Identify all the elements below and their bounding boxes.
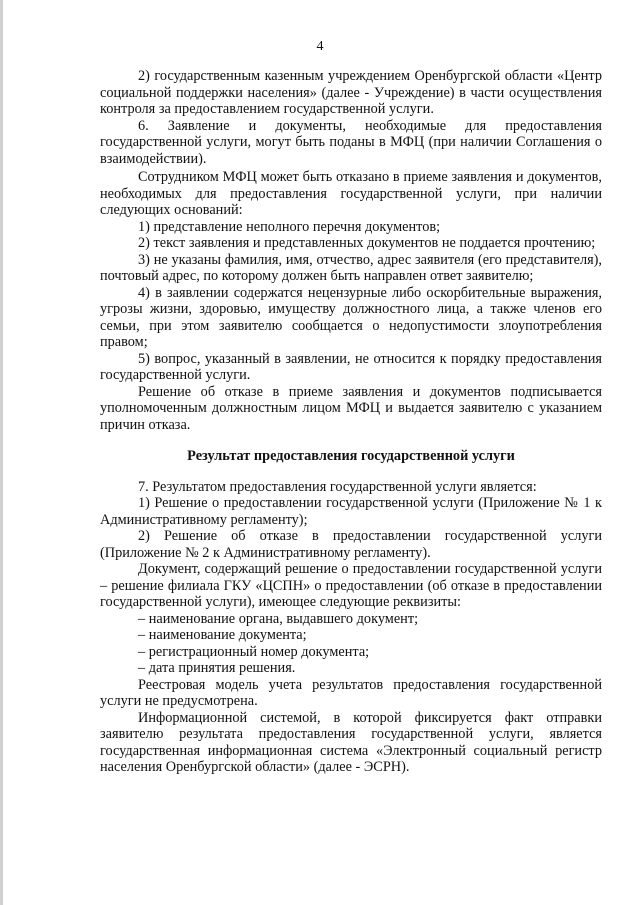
paragraph: Информационной системой, в которой фиксируется факт отправки заявителю результата предоставления государственной услуги, является государственная информационная система «Электронный социальный регистр населения Оренбургской области» (далее - ЭСРН).	[100, 709, 602, 775]
scan-edge	[0, 0, 3, 905]
list-item: 1) Решение о предоставлении государственной услуги (Приложение № 1 к Административному регламенту);	[100, 495, 602, 528]
section-heading: Результат предоставления государственной услуги	[187, 448, 515, 464]
paragraph: Документ, содержащий решение о предоставлении государственной услуги – решение филиала ГКУ «ЦСПН» о предоставлении (об отказе в предоставлении государственной услуги), имеющее следующие реквизиты:	[100, 561, 602, 610]
list-item: 2) Решение об отказе в предоставлении государственной услуги (Приложение № 2 к Административному регламенту).	[100, 528, 602, 561]
paragraph: 6. Заявление и документы, необходимые для предоставления государственной услуги, могут быть поданы в МФЦ (при наличии Соглашения о взаимодействии).	[100, 117, 602, 167]
list-item: 4) в заявлении содержатся нецензурные либо оскорбительные выражения, угрозы жизни, здоровью, имуществу должностного лица, а также членов его семьи, при этом заявителю сообщается о недопустимости злоупотребления правом;	[100, 284, 602, 350]
paragraph: Решение об отказе в приеме заявления и документов подписывается уполномоченным должностным лицом МФЦ и выдается заявителю с указанием причин отказа.	[100, 383, 602, 433]
list-item: 1) представление неполного перечня документов;	[138, 218, 441, 235]
list-item: – наименование документа;	[138, 627, 307, 643]
paragraph: Реестровая модель учета результатов предоставления государственной услуги не предусмотрена.	[100, 676, 602, 709]
document-body	[100, 68, 602, 776]
paragraph: 2) государственным казенным учреждением Оренбургской области «Центр социальной поддержки населения» (далее - Учреждение) в части осуществления контроля за предоставлением государственной услуги.	[100, 68, 602, 117]
list-item: – дата принятия решения.	[138, 660, 296, 676]
page-number: 4	[316, 39, 324, 54]
list-item: 2) текст заявления и представленных документов не поддается прочтению;	[138, 235, 596, 251]
list-item: 5) вопрос, указанный в заявлении, не относится к порядку предоставления государственной услуги.	[100, 350, 602, 383]
paragraph: Сотрудником МФЦ может быть отказано в приеме заявления и документов, необходимых для предоставления государственной услуги, при наличии следующих оснований:	[100, 169, 602, 218]
list-item: – регистрационный номер документа;	[138, 643, 370, 660]
list-item: 3) не указаны фамилия, имя, отчество, адрес заявителя (его представителя), почтовый адрес, по которому должен быть направлен ответ заявителю;	[100, 251, 602, 284]
paragraph: 7. Результатом предоставления государственной услуги является:	[138, 478, 537, 495]
list-item: – наименование органа, выдавшего документ;	[138, 610, 419, 627]
